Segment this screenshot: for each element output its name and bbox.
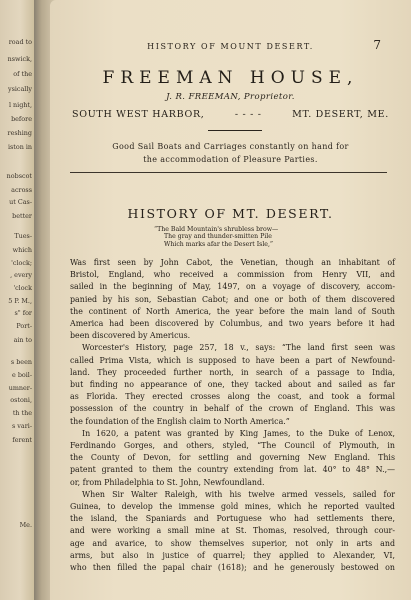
previous-page-text: s vari- xyxy=(12,422,32,430)
advertisement-divider xyxy=(70,172,387,173)
previous-page-text: s" for xyxy=(14,309,32,317)
chapter-title: HISTORY OF MT. DESERT. xyxy=(127,206,334,221)
page-number: 7 xyxy=(373,38,381,52)
previous-page-text: ferent xyxy=(12,436,32,444)
epigraph-line: Which marks afar the Desert Isle,” xyxy=(164,240,274,248)
body-line: the island, the Spaniards and Portuguese who had settlements there, xyxy=(70,514,395,524)
body-line: and were working a small mine at St. Thomas, resolved, through cour- xyxy=(70,526,395,536)
body-line: arms, but also in justice of quarrel; they applied to Alexander, VI, xyxy=(70,550,395,560)
body-line: sailed in the beginning of May, 1497, on a voyage of discovery, accom- xyxy=(70,282,395,292)
body-line: When Sir Walter Raleigh, with his twelve armed vessels, sailed for xyxy=(82,489,395,499)
previous-page-text: iston in xyxy=(7,143,32,151)
body-line: possession of the country in behalf of the crown of England. This was xyxy=(70,404,395,414)
advertisement-short-rule xyxy=(208,130,262,131)
previous-page-text: th the xyxy=(12,409,32,417)
body-line: age and avarice, to show themselves superior, not only in arts and xyxy=(70,538,395,548)
body-line: called Prima Vista, which is supposed to have been a part of Newfound- xyxy=(70,355,395,365)
previous-page-text: ain to xyxy=(13,336,32,344)
body-line: Bristol, England, who received a commission from Henry VII, and xyxy=(70,270,395,280)
previous-page-edge xyxy=(0,0,34,600)
body-line: Was first seen by John Cabot, the Venetian, though an inhabitant of xyxy=(70,258,395,267)
body-line: the continent of North America, the year before the main land of South xyxy=(70,306,395,316)
body-line: Guinea, to develop the immense gold mines, which he reported vaulted xyxy=(70,502,395,512)
previous-page-text: of the xyxy=(13,70,32,78)
body-line: land. They proceeded further north, in search of a passage to India, xyxy=(70,367,395,377)
body-line: who then filled the papal chair (1618); and he generously bestowed on xyxy=(70,563,395,573)
previous-page-text: before xyxy=(11,115,32,123)
body-line: been discovered by Americus. xyxy=(70,331,191,341)
previous-page-text: 5 P. M., xyxy=(8,297,32,305)
previous-page-text: s been xyxy=(10,358,32,366)
previous-page-text: umner- xyxy=(8,384,32,392)
advertisement-address xyxy=(72,109,389,120)
body-line: In 1620, a patent was granted by King James, to the Duke of Lenox, xyxy=(82,428,395,438)
previous-page-text: , every xyxy=(10,271,32,279)
previous-page-text: ysically xyxy=(7,85,32,93)
body-line: or, from Philadelphia to St. John, Newfoundland. xyxy=(70,477,265,487)
previous-page-text: Me. xyxy=(19,521,32,529)
body-line: Ferdinando Gorges, and others, styled, “The Council of Plymouth, in xyxy=(70,441,395,451)
book-page xyxy=(50,0,411,600)
body-line: the County of Devon, for settling and governing New England. This xyxy=(70,453,395,463)
epigraph-line: “The Bald Mountain's shrubless brow— xyxy=(154,226,279,233)
notice-line: the accommodation of Pleasure Parties. xyxy=(143,155,318,164)
address-right: MT. DESERT, ME. xyxy=(292,109,389,120)
body-line: patent granted to them the country extending from lat. 40° to 48° N.,— xyxy=(70,465,395,475)
body-line: the foundation of the English claim to North America.” xyxy=(70,416,290,426)
address-left: SOUTH WEST HARBOR, xyxy=(72,109,205,120)
body-line: as Florida. They erected crosses along the coast, and took a formal xyxy=(70,392,395,402)
previous-page-text: l night, xyxy=(8,101,32,109)
body-line: panied by his son, Sebastian Cabot; and one or both of them discovered xyxy=(70,294,395,304)
body-line: America had been discovered by Columbus, and two years before it had xyxy=(70,319,395,329)
previous-page-text: Tues- xyxy=(14,232,32,240)
body-line: Worcester's History, page 257, 18 v., says: “The land first seen was xyxy=(82,343,395,353)
advertisement-notice xyxy=(70,140,391,166)
epigraph-line: The gray and thunder-smitten Pile xyxy=(164,233,272,241)
previous-page-text: 'clock xyxy=(13,284,32,292)
previous-page-text: better xyxy=(12,212,32,220)
notice-line: Good Sail Boats and Carriages constantly on hand for xyxy=(112,142,349,151)
advertisement-proprietor: J. R. FREEMAN, Proprietor. xyxy=(166,92,295,102)
previous-page-text: ut Cas- xyxy=(9,198,32,206)
previous-page-text: which xyxy=(12,246,32,254)
epigraph xyxy=(154,226,278,248)
running-head: HISTORY OF MOUNT DESERT. xyxy=(147,42,314,51)
previous-page-text: nobscot xyxy=(6,172,32,180)
previous-page-text: Port- xyxy=(16,322,32,330)
previous-page-text: road to xyxy=(8,38,32,46)
previous-page-text: e boil- xyxy=(12,371,32,379)
address-dashes: - - - - xyxy=(234,109,262,120)
previous-page-text: 'clock; xyxy=(11,259,32,267)
body-line: but finding no appearance of one, they tacked about and sailed as far xyxy=(70,380,395,390)
body-text xyxy=(70,257,395,574)
previous-page-text: across xyxy=(11,186,32,194)
previous-page-text: ostoni, xyxy=(10,396,32,404)
previous-page-text: nswick, xyxy=(7,55,32,63)
advertisement-title: FREEMAN HOUSE, xyxy=(102,68,359,88)
previous-page-text: reshing xyxy=(7,129,32,137)
